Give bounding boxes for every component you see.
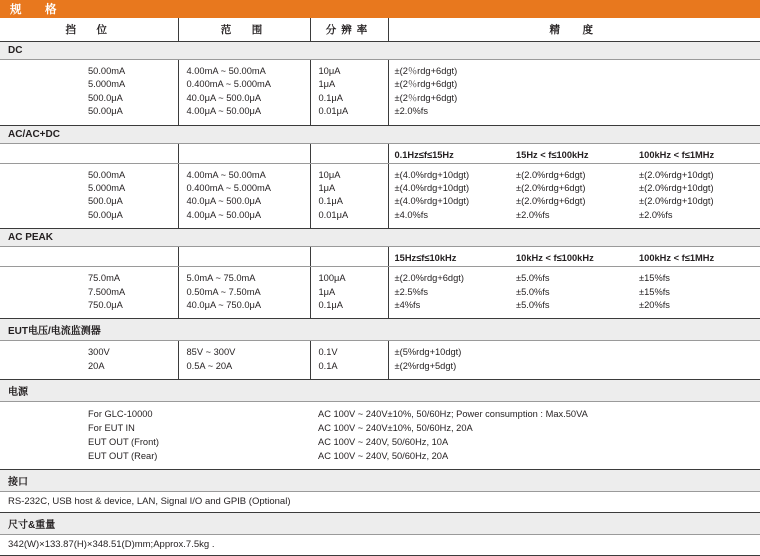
ac-range-labels bbox=[0, 163, 178, 229]
cell: 0.01μA bbox=[318, 106, 349, 117]
cell: 1μA bbox=[318, 79, 336, 90]
eut-ranges bbox=[178, 341, 310, 380]
dc-range-labels bbox=[0, 60, 178, 126]
section-title-eut: EUT电压/电流监测器 bbox=[0, 319, 760, 341]
cell: 500.0μA bbox=[88, 196, 123, 207]
cell: ±(2.0%rdg+6dgt) bbox=[516, 169, 586, 180]
section-title-interface: 接口 bbox=[0, 470, 760, 492]
cell: 10μA bbox=[318, 66, 341, 76]
cell: AC 100V ~ 240V, 50/60Hz, 10A bbox=[318, 437, 449, 448]
cell: 0.1μA bbox=[318, 196, 343, 207]
cell: 40.0μA ~ 750.0μA bbox=[186, 300, 262, 311]
spacer bbox=[310, 143, 388, 163]
ac-freq-band-3: 100kHz < f≤1MHz bbox=[633, 143, 760, 163]
ac-accuracy-band-2 bbox=[510, 163, 633, 229]
cell: ±(4.0%rdg+10dgt) bbox=[394, 196, 470, 207]
power-source-names bbox=[0, 402, 310, 470]
ac-frequency-header bbox=[0, 143, 760, 163]
cell: ±2.0%fs bbox=[394, 106, 429, 117]
interface-text: RS-232C, USB host & device, LAN, Signal I/O and GPIB (Optional) bbox=[8, 496, 291, 508]
cell: ±(4.0%rdg+10dgt) bbox=[394, 169, 470, 180]
col-header-resolution: 分辨率 bbox=[310, 18, 388, 42]
cell: 10μA bbox=[318, 169, 341, 180]
ac-ranges bbox=[178, 163, 310, 229]
cell: 0.1A bbox=[318, 360, 338, 371]
cell: ±(2％rdg+6dgt) bbox=[394, 92, 458, 103]
cell: AC 100V ~ 240V±10%, 50/60Hz, 20A bbox=[318, 423, 473, 434]
cell: 5.000mA bbox=[88, 79, 126, 90]
col-header-range-label: 挡 位 bbox=[0, 18, 178, 42]
section-header-eut bbox=[0, 319, 760, 341]
cell: For GLC-10000 bbox=[88, 409, 153, 420]
cell: EUT OUT (Front) bbox=[88, 437, 159, 448]
section-header-acpeak bbox=[0, 229, 760, 247]
cell: 75.0mA bbox=[88, 273, 121, 284]
section-body-ac bbox=[0, 163, 760, 229]
ac-resolutions bbox=[310, 163, 388, 229]
cell: ±(2.0%rdg+10dgt) bbox=[639, 196, 714, 207]
acpeak-resolutions bbox=[310, 267, 388, 319]
col-header-accuracy: 精 度 bbox=[549, 24, 600, 36]
acpeak-accuracy-band-3 bbox=[633, 267, 760, 319]
cell: ±(2％rdg+6dgt) bbox=[394, 79, 458, 90]
col-header-range: 范 围 bbox=[178, 18, 310, 42]
cell: 4.00mA ~ 50.00mA bbox=[186, 169, 266, 180]
spacer bbox=[178, 143, 310, 163]
cell: 0.5A ~ 20A bbox=[186, 360, 233, 371]
cell: 50.00μA bbox=[88, 106, 123, 117]
cell: ±(2.0%rdg+6dgt) bbox=[516, 196, 586, 207]
section-title-ac: AC/AC+DC bbox=[0, 125, 760, 143]
acpeak-freq-band-3: 100kHz < f≤1MHz bbox=[633, 247, 760, 267]
ac-accuracy-band-1 bbox=[388, 163, 510, 229]
page-title: 规 格 bbox=[10, 4, 63, 16]
cell: ±(2%rdg+5dgt) bbox=[394, 360, 457, 371]
section-title-dc: DC bbox=[0, 42, 760, 60]
cell: 50.00μA bbox=[88, 209, 123, 220]
acpeak-ranges bbox=[178, 267, 310, 319]
cell: ±20%fs bbox=[639, 300, 670, 311]
acpeak-freq-band-2: 10kHz < f≤100kHz bbox=[510, 247, 633, 267]
cell: ±5.0%fs bbox=[516, 300, 550, 311]
cell: 0.400mA ~ 5.000mA bbox=[186, 79, 272, 90]
ac-freq-band-2: 15Hz < f≤100kHz bbox=[510, 143, 633, 163]
cell: 750.0μA bbox=[88, 300, 123, 311]
section-header-dc bbox=[0, 42, 760, 60]
cell: ±(2％rdg+6dgt) bbox=[394, 66, 458, 76]
dimensions-text: 342(W)×133.87(H)×348.51(D)mm;Approx.7.5kg . bbox=[8, 539, 215, 551]
cell: 0.50mA ~ 7.50mA bbox=[186, 286, 261, 297]
section-body-dimensions bbox=[0, 535, 760, 556]
cell: 7.500mA bbox=[88, 286, 126, 297]
spacer bbox=[0, 143, 178, 163]
ac-freq-band-1: 0.1Hz≤f≤15Hz bbox=[388, 143, 510, 163]
section-title-dimensions: 尺寸&重量 bbox=[0, 513, 760, 535]
eut-resolutions bbox=[310, 341, 388, 380]
cell: ±15%fs bbox=[639, 273, 670, 284]
cell: 0.01μA bbox=[318, 209, 349, 220]
acpeak-accuracy-band-1 bbox=[388, 267, 510, 319]
cell: 100μA bbox=[318, 273, 346, 284]
cell: 1μA bbox=[318, 183, 336, 194]
cell: AC 100V ~ 240V, 50/60Hz, 20A bbox=[318, 451, 449, 462]
cell: ±(5%rdg+10dgt) bbox=[394, 347, 462, 358]
section-title-acpeak: AC PEAK bbox=[0, 229, 760, 247]
eut-accuracies bbox=[388, 341, 760, 380]
cell: 5.0mA ~ 75.0mA bbox=[186, 273, 256, 284]
cell: 0.400mA ~ 5.000mA bbox=[186, 183, 272, 194]
cell: 0.1μA bbox=[318, 300, 343, 311]
cell: 50.00mA bbox=[88, 66, 126, 76]
dc-ranges bbox=[178, 60, 310, 126]
spacer bbox=[310, 247, 388, 267]
acpeak-range-labels bbox=[0, 267, 178, 319]
cell: 85V ~ 300V bbox=[186, 347, 236, 358]
section-body-interface bbox=[0, 492, 760, 513]
section-header-power bbox=[0, 380, 760, 402]
power-source-values bbox=[310, 402, 760, 470]
section-title-power: 电源 bbox=[0, 380, 760, 402]
section-body-power bbox=[0, 402, 760, 470]
spacer bbox=[178, 247, 310, 267]
cell: ±4.0%fs bbox=[394, 209, 429, 220]
cell: ±5.0%fs bbox=[516, 286, 550, 297]
ac-accuracy-band-3 bbox=[633, 163, 760, 229]
acpeak-frequency-header bbox=[0, 247, 760, 267]
section-body-acpeak bbox=[0, 267, 760, 319]
cell: 40.0μA ~ 500.0μA bbox=[186, 92, 262, 103]
cell: ±(2.0%rdg+6dgt) bbox=[516, 183, 586, 194]
acpeak-accuracy-band-2 bbox=[510, 267, 633, 319]
cell: ±2.0%fs bbox=[639, 209, 673, 220]
cell: 40.0μA ~ 500.0μA bbox=[186, 196, 262, 207]
section-body-dc bbox=[0, 60, 760, 126]
cell: ±2.0%fs bbox=[516, 209, 550, 220]
cell: 5.000mA bbox=[88, 183, 126, 194]
section-body-eut bbox=[0, 341, 760, 380]
cell: 300V bbox=[88, 347, 110, 358]
cell: 1μA bbox=[318, 286, 336, 297]
cell: For EUT IN bbox=[88, 423, 135, 434]
table-column-header bbox=[0, 18, 760, 42]
section-header-dimensions bbox=[0, 513, 760, 535]
cell: ±5.0%fs bbox=[516, 273, 550, 284]
cell: 0.1V bbox=[318, 347, 338, 358]
cell: 500.0μA bbox=[88, 92, 123, 103]
eut-range-labels bbox=[0, 341, 178, 380]
cell: ±2.5%fs bbox=[394, 286, 429, 297]
spacer bbox=[0, 247, 178, 267]
section-header-ac bbox=[0, 125, 760, 143]
cell: 50.00mA bbox=[88, 169, 126, 180]
dc-accuracies bbox=[388, 60, 760, 126]
cell: ±4%fs bbox=[394, 300, 421, 311]
acpeak-freq-band-1: 15Hz≤f≤10kHz bbox=[388, 247, 510, 267]
cell: 4.00μA ~ 50.00μA bbox=[186, 209, 262, 220]
cell: AC 100V ~ 240V±10%, 50/60Hz; Power consumption : Max.50VA bbox=[318, 409, 588, 420]
section-header-interface bbox=[0, 470, 760, 492]
dc-resolutions bbox=[310, 60, 388, 126]
cell: 20A bbox=[88, 360, 105, 371]
specification-table bbox=[0, 18, 760, 556]
cell: 4.00mA ~ 50.00mA bbox=[186, 66, 266, 76]
cell: 0.1μA bbox=[318, 92, 343, 103]
cell: EUT OUT (Rear) bbox=[88, 451, 158, 462]
cell: ±(2.0%rdg+10dgt) bbox=[639, 183, 714, 194]
spec-banner bbox=[0, 0, 760, 18]
cell: ±(2.0%rdg+10dgt) bbox=[639, 169, 714, 180]
cell: ±(2.0%rdg+6dgt) bbox=[394, 273, 464, 284]
cell: ±15%fs bbox=[639, 286, 670, 297]
cell: 4.00μA ~ 50.00μA bbox=[186, 106, 262, 117]
cell: ±(4.0%rdg+10dgt) bbox=[394, 183, 470, 194]
